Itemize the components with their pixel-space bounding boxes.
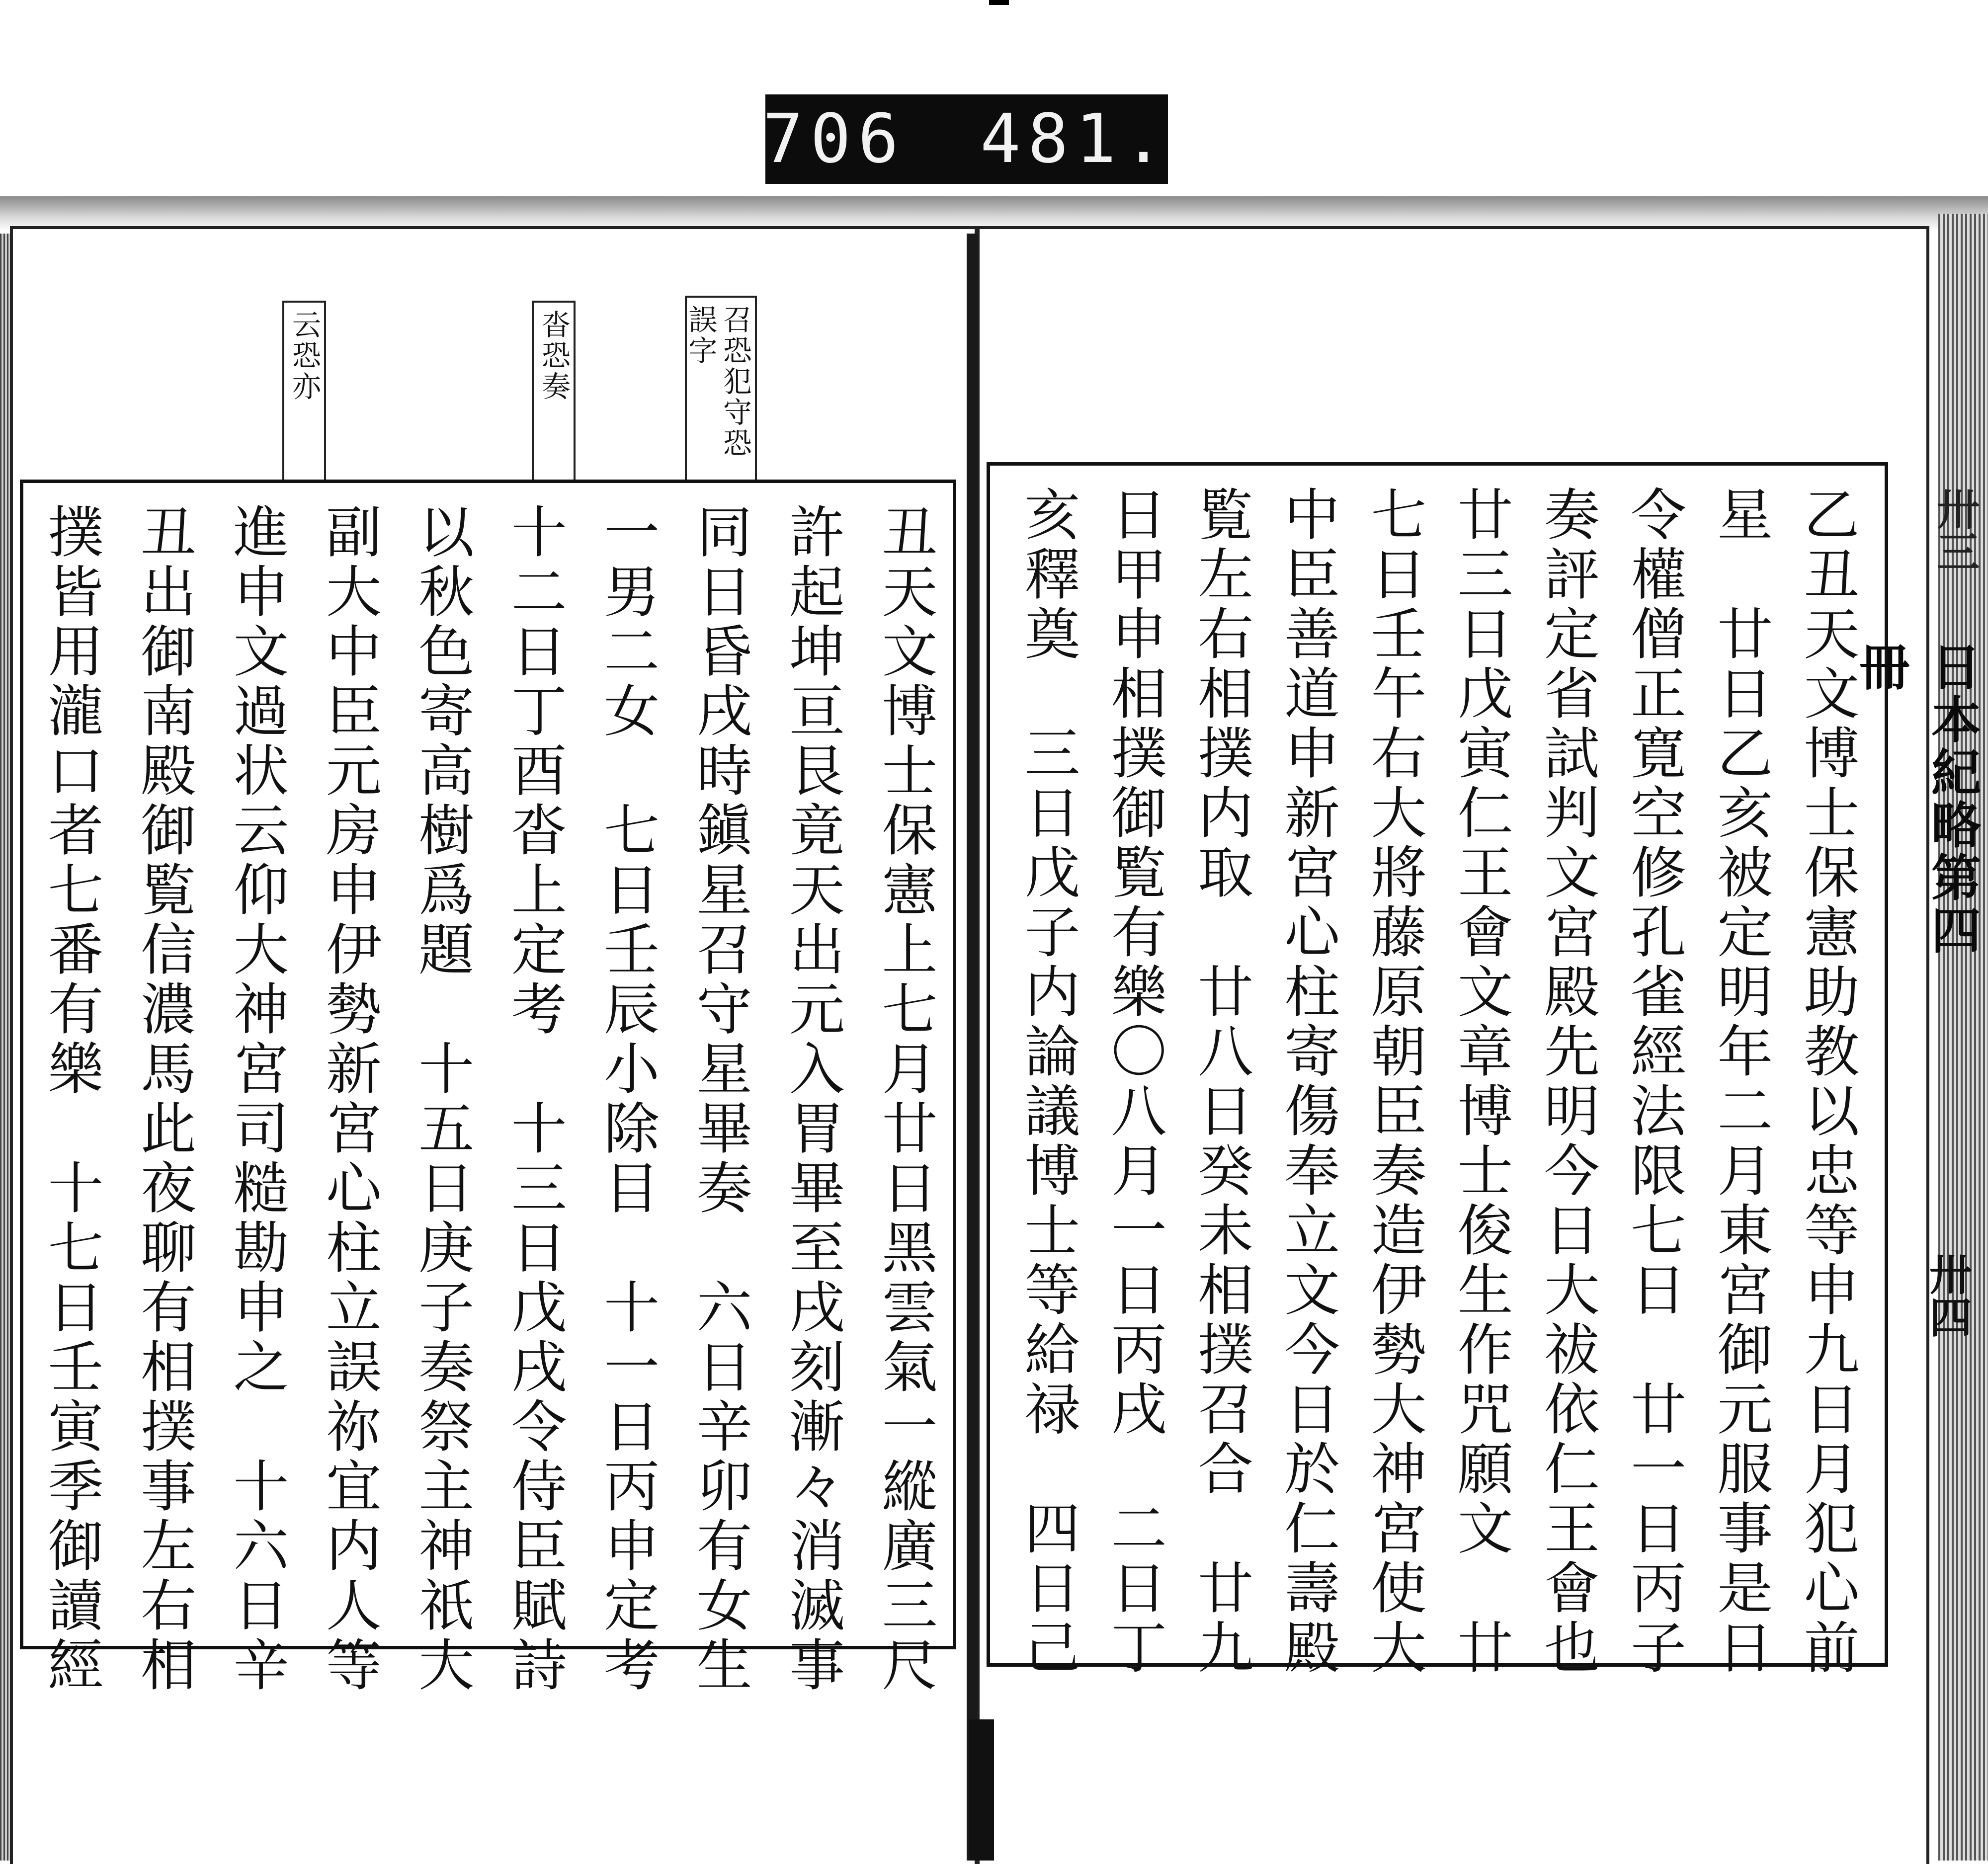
margin-note-3: 召恐犯守恐誤字 — [685, 296, 757, 486]
right-column: 中臣善道申新宮心柱寄傷奉立文今日於仁壽殿 — [1275, 486, 1340, 1678]
left-column: 副大中臣元房申伊勢新宮心柱立誤祢宜内人等 — [317, 503, 382, 1696]
left-column: 十二日丁酉沓上定考 十三日戊戌令侍臣賦詩 — [502, 503, 567, 1696]
left-column: 丑出御南殿御覧信濃馬此夜聊有相撲事左右相 — [131, 503, 196, 1696]
left-column: 以秋色寄高樹爲題 十五日庚子奏祭主神祇大 — [409, 503, 474, 1696]
right-text-frame — [987, 462, 1888, 1678]
right-page-edge — [1938, 214, 1988, 1861]
left-column: 許起坤亘艮竟天出元入胃畢至戌刻漸々消滅事 — [780, 503, 845, 1696]
right-column: 星 廿日乙亥被定明年二月東宮御元服事是日 — [1708, 486, 1773, 1678]
left-columns — [39, 503, 937, 1696]
margin-note-1: 云恐亦 — [282, 301, 326, 486]
margin-note-2: 沓恐奏 — [532, 301, 576, 486]
left-column: 進申文過状云仰大神宮司糙勘申之 十六日辛 — [224, 503, 289, 1696]
right-column: 奏評定省試判文宮殿先明今日大祓依仁王會也 — [1535, 486, 1600, 1678]
top-edge-mark — [989, 0, 1009, 5]
left-page-number: 卅四 — [1922, 1252, 1972, 1338]
left-column: 丑天文博士保憲上七月廿日黑雲氣一縱廣三尺 — [872, 503, 937, 1696]
call-number-left: 706 — [762, 100, 906, 178]
right-page-number: 卅三 — [1929, 487, 1980, 572]
right-column: 亥釋奠 三日戊子内論議博士等給禄 四日己 — [1015, 486, 1080, 1678]
right-column: 令權僧正寛空修孔雀經法限七日 廿一日丙子 — [1621, 486, 1686, 1678]
right-column: 覧左右相撲内取 廿八日癸未相撲召合 廿九 — [1188, 486, 1253, 1678]
call-number-right: 481. — [980, 100, 1171, 178]
left-column: 撲皆用瀧口者七番有樂 十七日壬寅季御讀經 — [39, 503, 103, 1696]
call-number-label — [762, 94, 1171, 184]
book-gutter-shadow — [969, 1719, 994, 1861]
right-columns — [1015, 486, 1859, 1678]
left-page-edge — [0, 234, 11, 1861]
right-column: 日甲申相撲御覧有樂〇八月一日丙戌 二日丁 — [1102, 486, 1167, 1678]
left-text-frame — [20, 480, 956, 1696]
left-column: 一男二女 七日壬辰小除目 十一日丙申定考 — [594, 503, 660, 1696]
left-column: 同日昏戌時鎭星召守星畢奏 六日辛卯有女生 — [687, 503, 752, 1696]
running-head: 日本紀略第四冊 — [1851, 641, 1982, 957]
right-column: 廿三日戊寅仁王會文章博士俊生作咒願文 廿 — [1448, 486, 1513, 1678]
right-column: 七日壬午右大將藤原朝臣奏造伊勢大神宮使大 — [1361, 486, 1426, 1678]
right-column: 乙丑天文博士保憲助教以忠等申九日月犯心前 — [1794, 486, 1859, 1678]
book-gutter — [967, 234, 978, 1861]
